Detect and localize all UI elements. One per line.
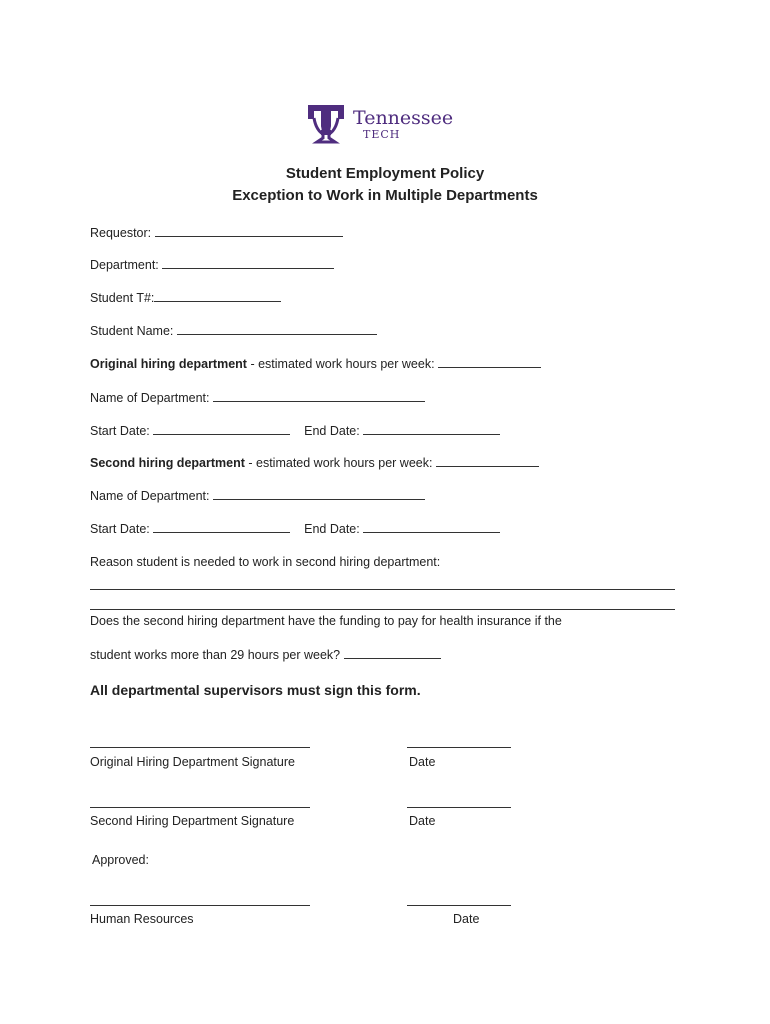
second-dept-name-blank[interactable] (213, 489, 425, 500)
original-dept-name-blank[interactable] (213, 391, 425, 402)
start-date-label: Start Date: (90, 424, 150, 438)
original-signature-label: Original Hiring Department Signature (90, 755, 295, 769)
name-of-department-label: Name of Department: (90, 489, 210, 503)
second-dept-hours-blank[interactable] (436, 456, 539, 467)
second-dept-hours-row (90, 456, 539, 470)
end-date-label: End Date: (304, 522, 360, 536)
hr-signature-label: Human Resources (90, 912, 194, 926)
department-row (90, 258, 334, 272)
original-date-line[interactable] (407, 747, 511, 748)
start-date-label: Start Date: (90, 522, 150, 536)
original-dept-hours-blank[interactable] (438, 357, 541, 368)
original-dates-row (90, 424, 500, 438)
second-dept-hours-label: - estimated work hours per week: (244, 456, 433, 470)
reason-line-2[interactable] (90, 609, 675, 610)
signature-notice: All departmental supervisors must sign this form. (90, 682, 421, 698)
second-dept-heading: Second hiring department (90, 456, 245, 470)
second-date-line[interactable] (407, 807, 511, 808)
funding-question-line2: student works more than 29 hours per week? (90, 648, 341, 662)
original-signature-line[interactable] (90, 747, 310, 748)
logo-subtitle: TECH (363, 127, 401, 141)
approved-label: Approved: (92, 853, 149, 867)
hr-signature-line[interactable] (90, 905, 310, 906)
end-date-label: End Date: (304, 424, 360, 438)
tennessee-tech-logo (307, 104, 453, 144)
original-dept-name-row (90, 391, 425, 405)
reason-line-1[interactable] (90, 589, 675, 590)
student-t-label: Student T#: (90, 291, 155, 305)
funding-question-line1: Does the second hiring department have the funding to pay for health insurance if the (90, 614, 562, 628)
funding-question-row (90, 648, 441, 662)
hr-date-line[interactable] (407, 905, 511, 906)
original-end-date-blank[interactable] (363, 424, 500, 435)
student-name-blank[interactable] (177, 324, 377, 335)
student-t-row (90, 291, 281, 305)
second-dates-row (90, 522, 500, 536)
reason-label: Reason student is needed to work in second hiring department: (90, 555, 441, 569)
logo-name: Tennessee (353, 106, 454, 129)
student-t-blank[interactable] (154, 291, 281, 302)
department-blank[interactable] (162, 258, 334, 269)
name-of-department-label: Name of Department: (90, 391, 210, 405)
original-start-date-blank[interactable] (153, 424, 290, 435)
tennessee-tech-t-logo-icon (307, 104, 345, 144)
second-start-date-blank[interactable] (153, 522, 290, 533)
form-title-line2: Exception to Work in Multiple Departments (232, 187, 538, 204)
funding-answer-blank[interactable] (344, 648, 441, 659)
requestor-label: Requestor: (90, 226, 152, 240)
second-signature-label: Second Hiring Department Signature (90, 814, 295, 828)
original-dept-hours-row (90, 357, 541, 371)
second-date-label: Date (409, 814, 436, 828)
form-title-line1: Student Employment Policy (285, 165, 485, 182)
original-dept-heading: Original hiring department (90, 357, 247, 371)
requestor-row (90, 226, 343, 240)
student-name-label: Student Name: (90, 324, 174, 338)
hr-date-label: Date (453, 912, 480, 926)
original-date-label: Date (409, 755, 436, 769)
second-end-date-blank[interactable] (363, 522, 500, 533)
requestor-blank[interactable] (155, 226, 343, 237)
second-dept-name-row (90, 489, 425, 503)
original-dept-hours-label: - estimated work hours per week: (246, 357, 435, 371)
second-signature-line[interactable] (90, 807, 310, 808)
student-name-row (90, 324, 377, 338)
department-label: Department: (90, 258, 159, 272)
